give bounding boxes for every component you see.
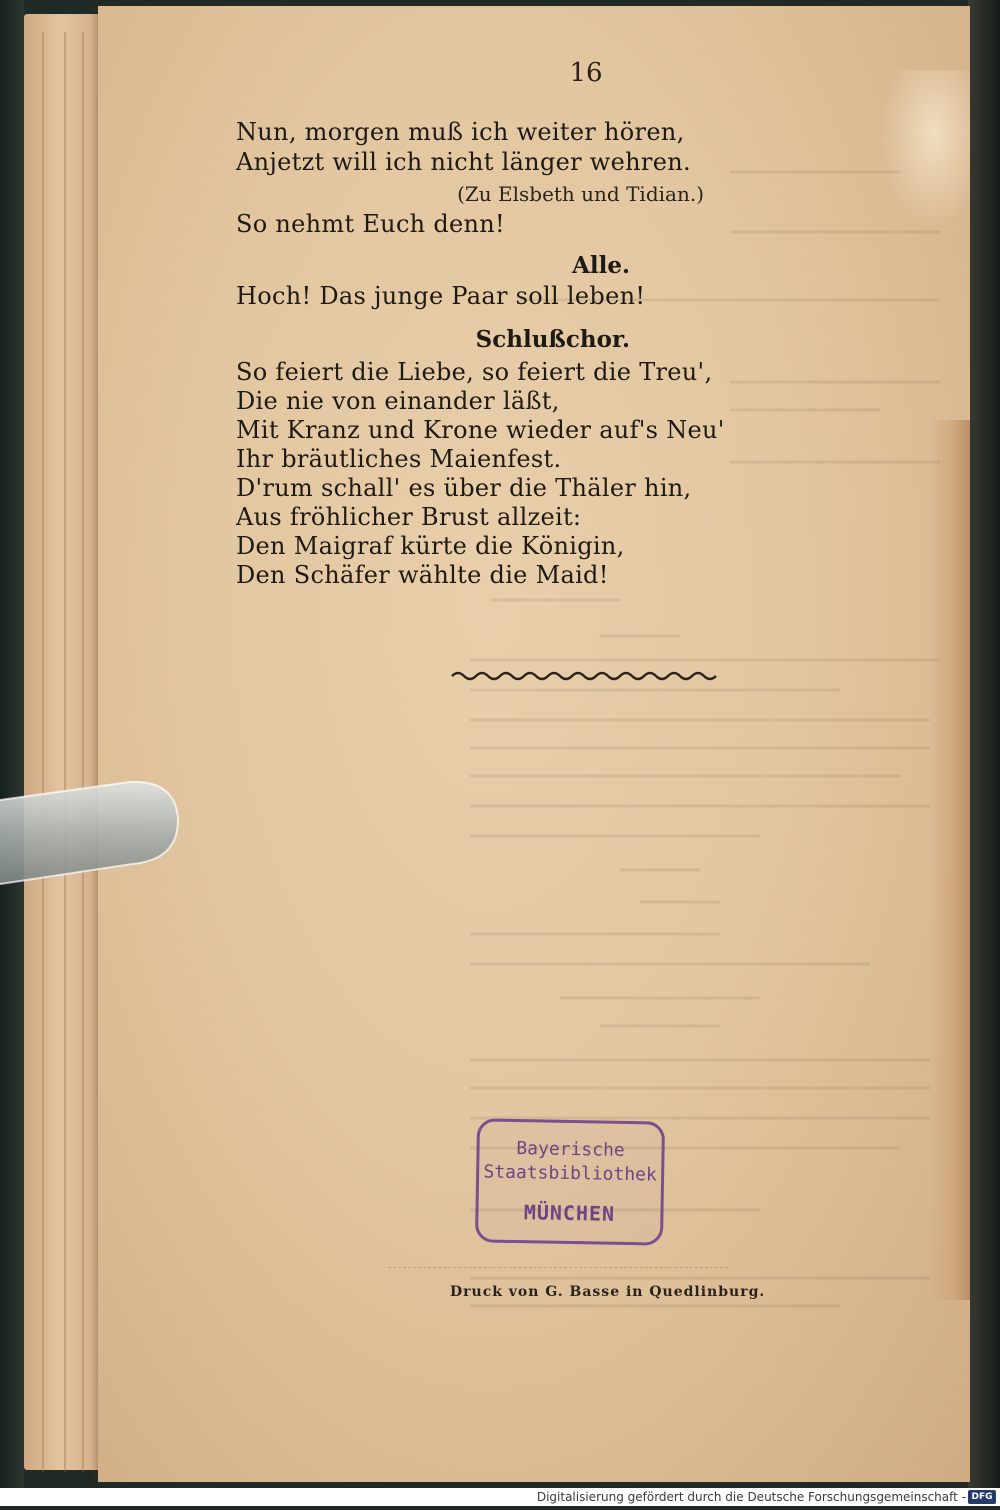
chorus-line: Aus fröhlicher Brust allzeit: — [236, 503, 582, 531]
chorus-line: Ihr bräutliches Maienfest. — [236, 445, 562, 473]
verse-line: Hoch! Das junge Paar soll leben! — [236, 282, 646, 310]
chorus-line: Den Schäfer wählte die Maid! — [236, 561, 609, 589]
speaker-heading: Schlußchor. — [475, 326, 630, 353]
speaker-heading: Alle. — [572, 252, 630, 279]
wavy-rule-ornament — [450, 664, 720, 688]
printer-imprint: Druck von G. Basse in Quedlinburg. — [450, 1284, 766, 1300]
funding-credit: Digitalisierung gefördert durch die Deutsche Forschungsgemeinschaft - — [536, 1490, 966, 1504]
page-number: 16 — [569, 58, 603, 88]
chorus-line: Die nie von einander läßt, — [236, 387, 560, 415]
footer-bar — [0, 1488, 1000, 1506]
chorus-line: Mit Kranz und Krone wieder auf's Neu' — [236, 416, 725, 444]
chorus-line: D'rum schall' es über die Thäler hin, — [236, 474, 692, 502]
stamp-line: Bayerische — [516, 1138, 625, 1161]
verse-line: So nehmt Euch denn! — [236, 210, 505, 238]
verse-line: Nun, morgen muß ich weiter hören, — [236, 118, 685, 146]
stamp-border — [475, 1118, 665, 1245]
stamp-line: Staatsbibliothek — [483, 1161, 658, 1186]
verse-line: Anjetzt will ich nicht länger wehren. — [236, 148, 691, 176]
stamp-line: MÜNCHEN — [523, 1200, 616, 1226]
stage-direction: (Zu Elsbeth und Tidian.) — [457, 182, 704, 206]
glass-page-holder — [0, 760, 190, 900]
dfg-logo: DFG — [968, 1490, 996, 1504]
chorus-line: So feiert die Liebe, so feiert die Treu', — [236, 358, 713, 386]
faint-divider — [388, 1267, 728, 1272]
chorus-line: Den Maigraf kürte die Königin, — [236, 532, 625, 560]
library-stamp — [476, 1120, 664, 1244]
